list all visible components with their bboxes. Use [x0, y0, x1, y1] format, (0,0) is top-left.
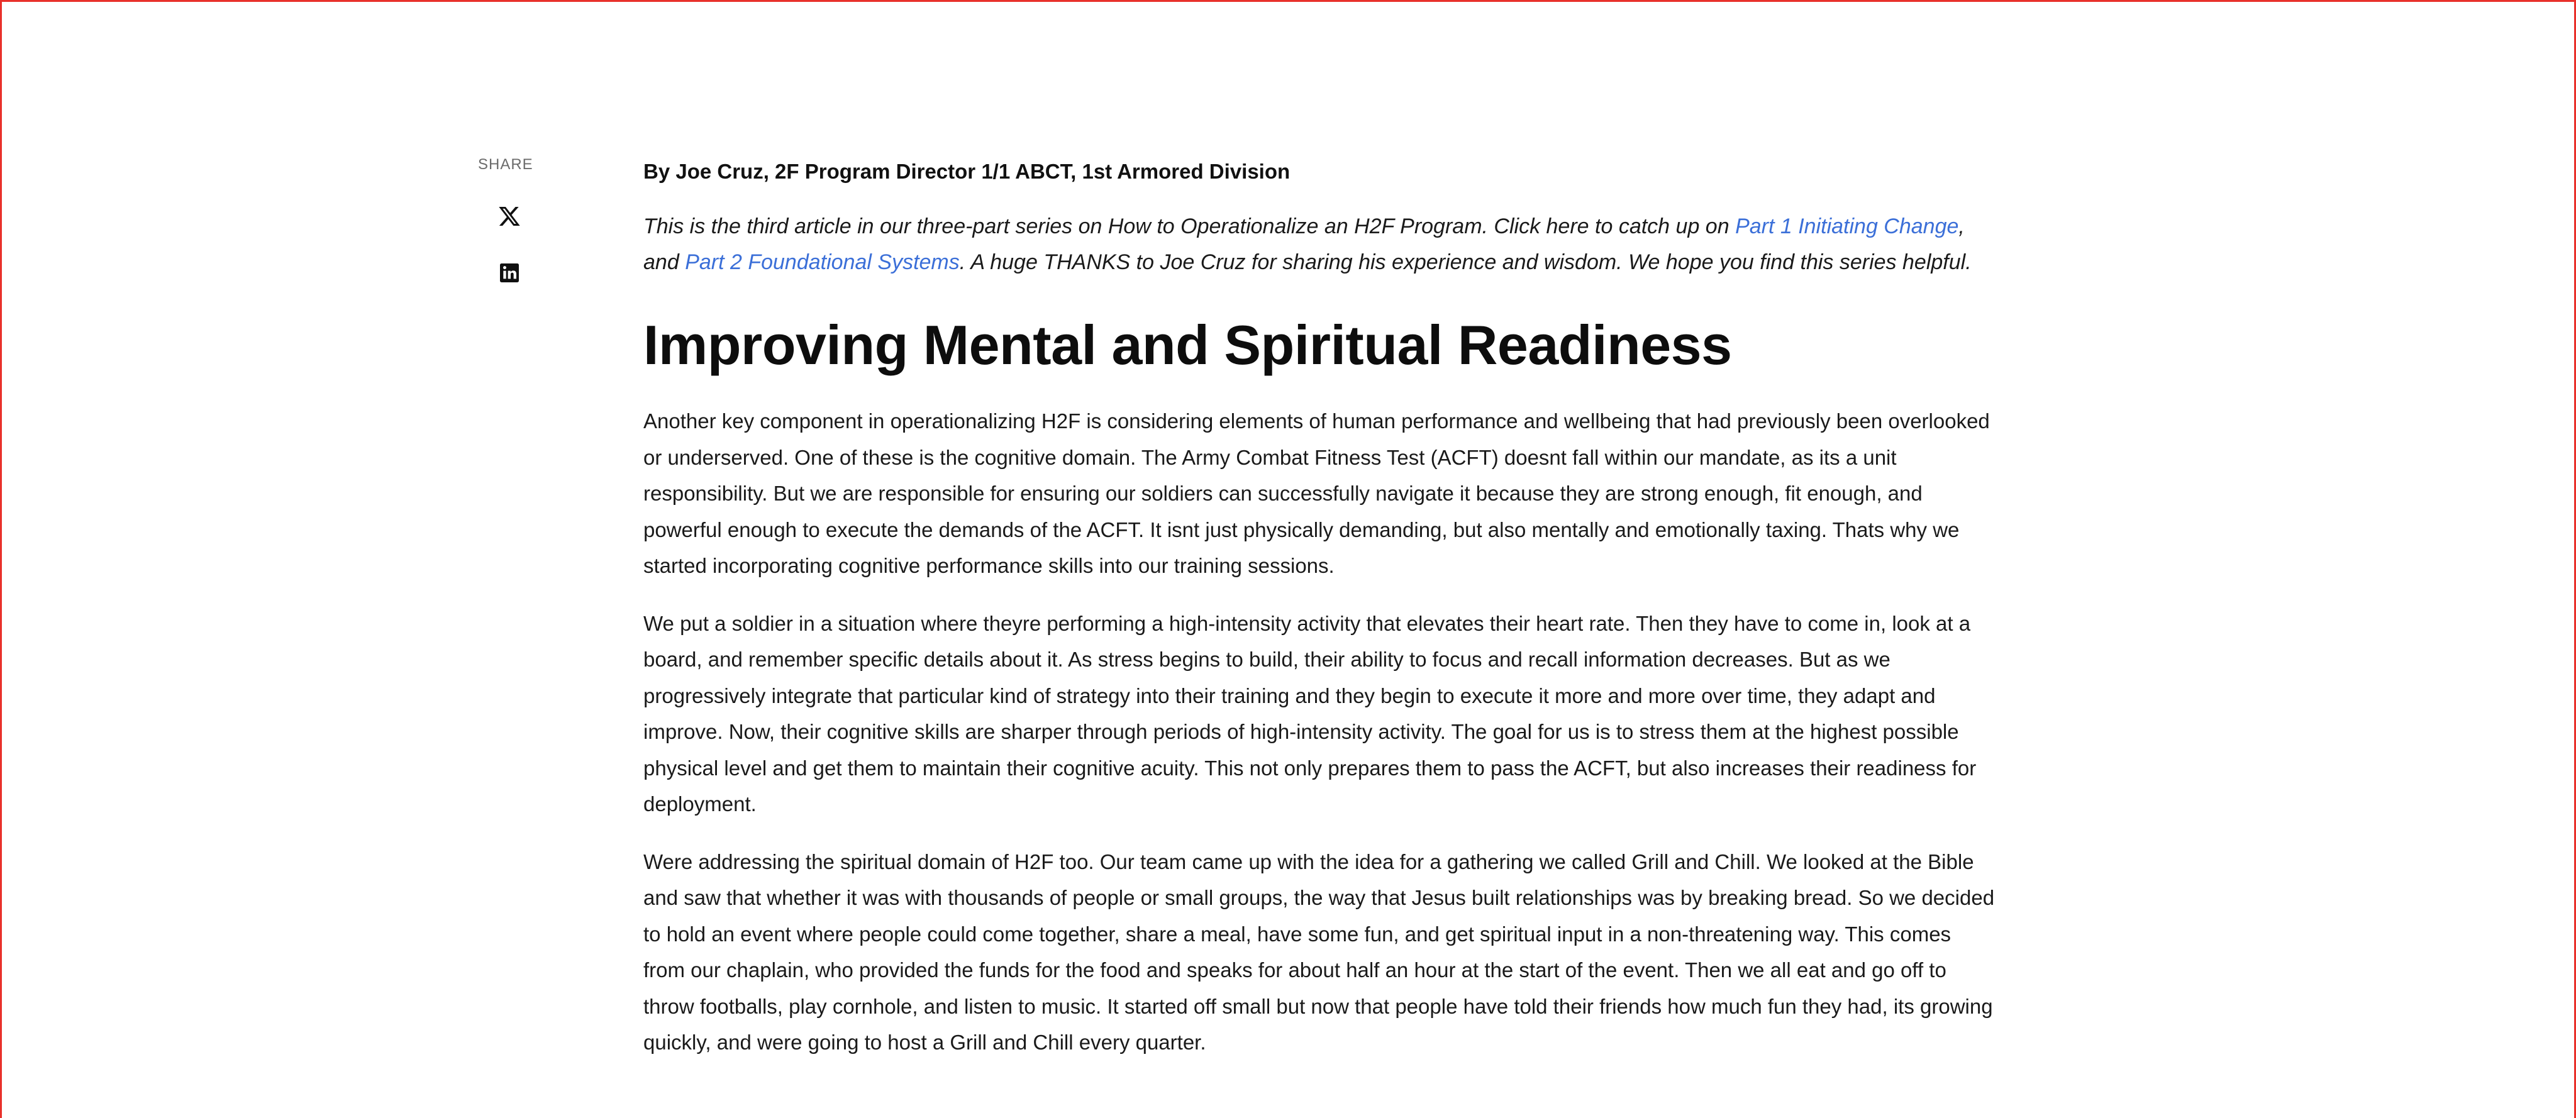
- article-paragraph-3: Were addressing the spiritual domain of H2F too. Our team came up with the idea for a gathering we called Grill and Chill. We looked at the Bible and saw that whether it was with thousands of people or small groups, the way that Jesus built relationships was by breaking bread. So we decided to hold an event where people could come together, share a meal, have some fun, and get spiritual input in a non-threatening way. This comes from our chaplain, who provided the funds for the food and speaks for about half an hour at the start of the event. Then we all eat and go off to throw footballs, play cornhole, and listen to music. It started off small but now that people have told their friends how much fun they had, its growing quickly, and were going to host a Grill and Chill every quarter.: [643, 850, 1995, 1054]
- article-heading: Improving Mental and Spiritual Readiness: [643, 314, 1732, 377]
- part-2-link[interactable]: Part 2 Foundational Systems: [685, 250, 960, 275]
- intro-middle: , and: [643, 214, 1965, 275]
- part-1-link[interactable]: Part 1 Initiating Change: [1735, 214, 1959, 239]
- article-intro: [643, 209, 1996, 280]
- linkedin-icon: [497, 260, 522, 285]
- intro-suffix: . A huge THANKS to Joe Cruz for sharing his experience and wisdom. We hope you find this series helpful.: [959, 250, 1972, 275]
- share-label: SHARE: [478, 156, 533, 173]
- x-twitter-icon: [497, 204, 522, 229]
- share-linkedin-button[interactable]: [497, 260, 522, 285]
- article-paragraph-2: We put a soldier in a situation where theyre performing a high-intensity activity that elevates their heart rate. Then they have to come in, look at a board, and remember specific details about it. As stress begins to build, their ability to focus and recall information decreases. But as we progressively integrate that particular kind of strategy into their training and they begin to execute it more and more over time, they adapt and improve. Now, their cognitive skills are sharper through periods of high-intensity activity. The goal for us is to stress them at the highest possible physical level and get them to maintain their cognitive acuity. This not only prepares them to pass the ACFT, but also increases their readiness for deployment.: [643, 611, 1977, 816]
- article: [643, 157, 1996, 1082]
- article-paragraph-1: Another key component in operationalizing H2F is considering elements of human performance and wellbeing that had previously been overlooked or underserved. One of these is the cognitive domain. The Army Combat Fitness Test (ACFT) doesnt fall within our mandate, as its a unit responsibility. But we are responsible for ensuring our soldiers can successfully navigate it because they are strong enough, fit enough, and powerful enough to execute the demands of the ACFT. It isnt just physically demanding, but also mentally and emotionally taxing. Thats why we started incorporating cognitive performance skills into our training sessions.: [643, 409, 1990, 578]
- share-sidebar: [478, 156, 566, 317]
- intro-prefix: This is the third article in our three-part series on How to Operationalize an H2F Program. Click here to catch up on: [643, 214, 1736, 239]
- article-byline: By Joe Cruz, 2F Program Director 1/1 ABCT, 1st Armored Division: [643, 160, 1291, 183]
- share-x-button[interactable]: [497, 204, 522, 229]
